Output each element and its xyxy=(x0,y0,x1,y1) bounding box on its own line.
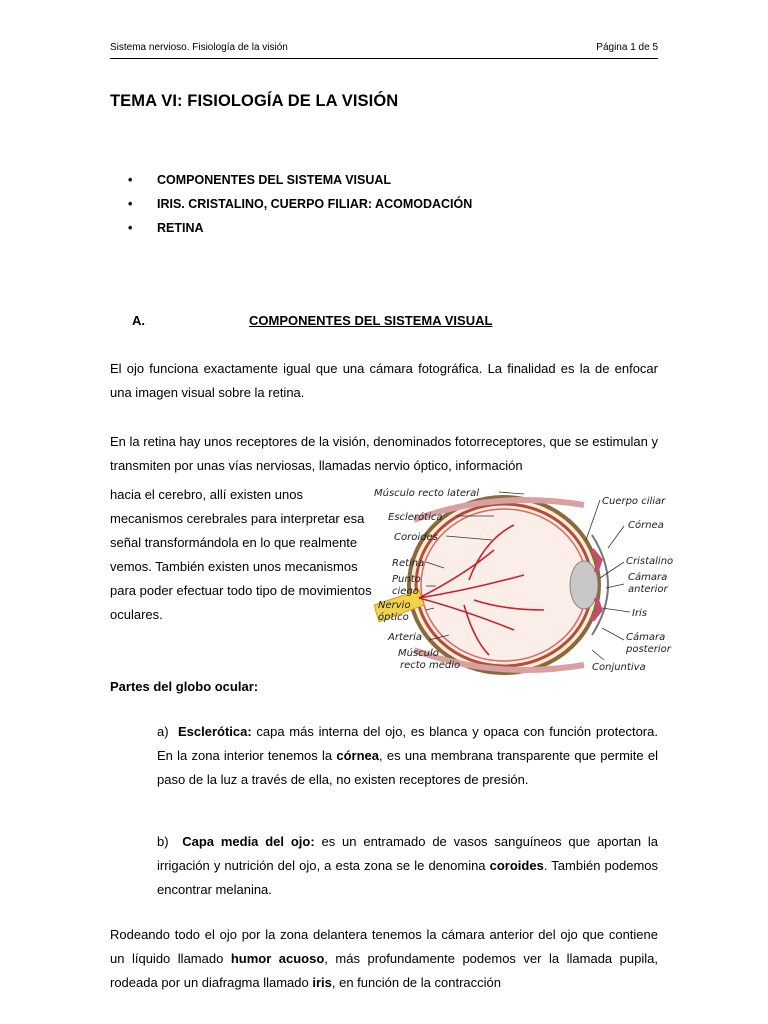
label-cristalino: Cristalino xyxy=(626,556,674,567)
list-marker: a) xyxy=(157,724,169,739)
sclera-text-1: capa más interna del ojo, es blanca y opaca con función protectora. En la zona interior tenemos la xyxy=(157,724,658,763)
label-optico: óptico xyxy=(378,612,409,623)
anterior-text-3: , en función de la contracción xyxy=(331,975,501,990)
page-title: TEMA VI: FISIOLOGÍA DE LA VISIÓN xyxy=(110,92,399,110)
label-musculo: Músculo xyxy=(398,648,439,659)
anterior-text-2: , más profundamente podemos ver la llamada pupila, rodeada por un diafragma llamado xyxy=(110,951,658,990)
list-item-label: COMPONENTES DEL SISTEMA VISUAL xyxy=(157,173,392,187)
middle-layer-paragraph xyxy=(157,830,658,902)
term-iris: iris xyxy=(312,975,332,990)
list-item-label: RETINA xyxy=(157,221,204,235)
sclera-paragraph xyxy=(157,720,658,792)
topic-list xyxy=(128,170,472,242)
eye-globe xyxy=(374,497,608,673)
section-letter: A. xyxy=(132,313,145,328)
list-item-label: IRIS. CRISTALINO, CUERPO FILIAR: ACOMODACIÓN xyxy=(157,197,473,211)
term-esclerotica: Esclerótica: xyxy=(177,724,252,739)
label-esclerotica: Esclerótica xyxy=(388,512,443,523)
list-item xyxy=(128,170,472,194)
bullet-icon: • xyxy=(128,221,133,235)
anterior-text-1: Rodeando todo el ojo por la zona delantera tenemos la cámara anterior del ojo que contiene un líquido llamado xyxy=(110,927,658,966)
brain-paragraph: hacia el cerebro, allí existen unos mecanismos cerebrales para interpretar esa señal transformándola en lo que realmente vemos. También existen unos mecanismos para poder efectuar todo tipo de movimientos oculares. xyxy=(110,487,372,622)
label-coroides: Coroides xyxy=(394,532,438,543)
anterior-chamber-paragraph xyxy=(110,923,658,995)
label-camara-2: Cámara xyxy=(626,632,666,643)
page-header xyxy=(110,42,658,53)
bullet-icon: • xyxy=(128,197,133,211)
retina-paragraph: En la retina hay unos receptores de la visión, denominados fotorreceptores, que se estimulan y transmiten por unas vías nerviosas, llamadas nervio óptico, información xyxy=(110,434,658,473)
label-cuerpo-ciliar: Cuerpo ciliar xyxy=(602,496,666,507)
term-humor-acuoso: humor acuoso xyxy=(230,951,325,966)
label-ciego: ciego xyxy=(392,586,419,597)
middle-layer-text-1: es un entramado de vasos sanguíneos que aportan la irrigación y nutrición del ojo, a esta zona se le denomina xyxy=(157,834,658,873)
bullet-icon: • xyxy=(128,173,133,187)
sclera-text-2: , es una membrana transparente que permite el paso de la luz a través de ella, no existen receptores de presión. xyxy=(157,748,658,787)
term-capa-media: Capa media del ojo: xyxy=(182,834,315,849)
label-recto-medio: recto medio xyxy=(400,660,461,671)
eye-parts-heading: Partes del globo ocular: xyxy=(110,679,259,694)
eye-anatomy-diagram xyxy=(374,480,692,680)
list-item xyxy=(128,194,472,218)
label-nervio: Nervio xyxy=(378,600,411,611)
label-conjuntiva: Conjuntiva xyxy=(592,662,646,673)
label-iris: Iris xyxy=(632,608,648,619)
label-anterior: anterior xyxy=(628,584,668,595)
label-posterior: posterior xyxy=(626,644,671,655)
label-musculo-recto-lateral: Músculo recto lateral xyxy=(374,488,480,499)
label-retina: Retina xyxy=(392,558,425,569)
term-cornea: córnea xyxy=(336,748,379,763)
intro-paragraph: El ojo funciona exactamente igual que una cámara fotográfica. La finalidad es la de enfocar una imagen visual sobre la retina. xyxy=(110,361,658,400)
label-camara: Cámara xyxy=(628,572,668,583)
label-punto: Punto xyxy=(392,574,421,585)
label-cornea: Córnea xyxy=(628,520,664,531)
list-item xyxy=(128,218,472,242)
header-divider xyxy=(110,58,658,59)
header-doc-title: Sistema nervioso. Fisiología de la visión xyxy=(110,42,288,53)
middle-layer-text-2: . También podemos encontrar melanina. xyxy=(157,858,659,897)
list-marker: b) xyxy=(157,834,169,849)
header-page-number: Página 1 de 5 xyxy=(596,42,658,53)
term-coroides: coroides xyxy=(489,858,544,873)
section-title: COMPONENTES DEL SISTEMA VISUAL xyxy=(249,313,493,328)
label-arteria: Arteria xyxy=(388,632,423,643)
